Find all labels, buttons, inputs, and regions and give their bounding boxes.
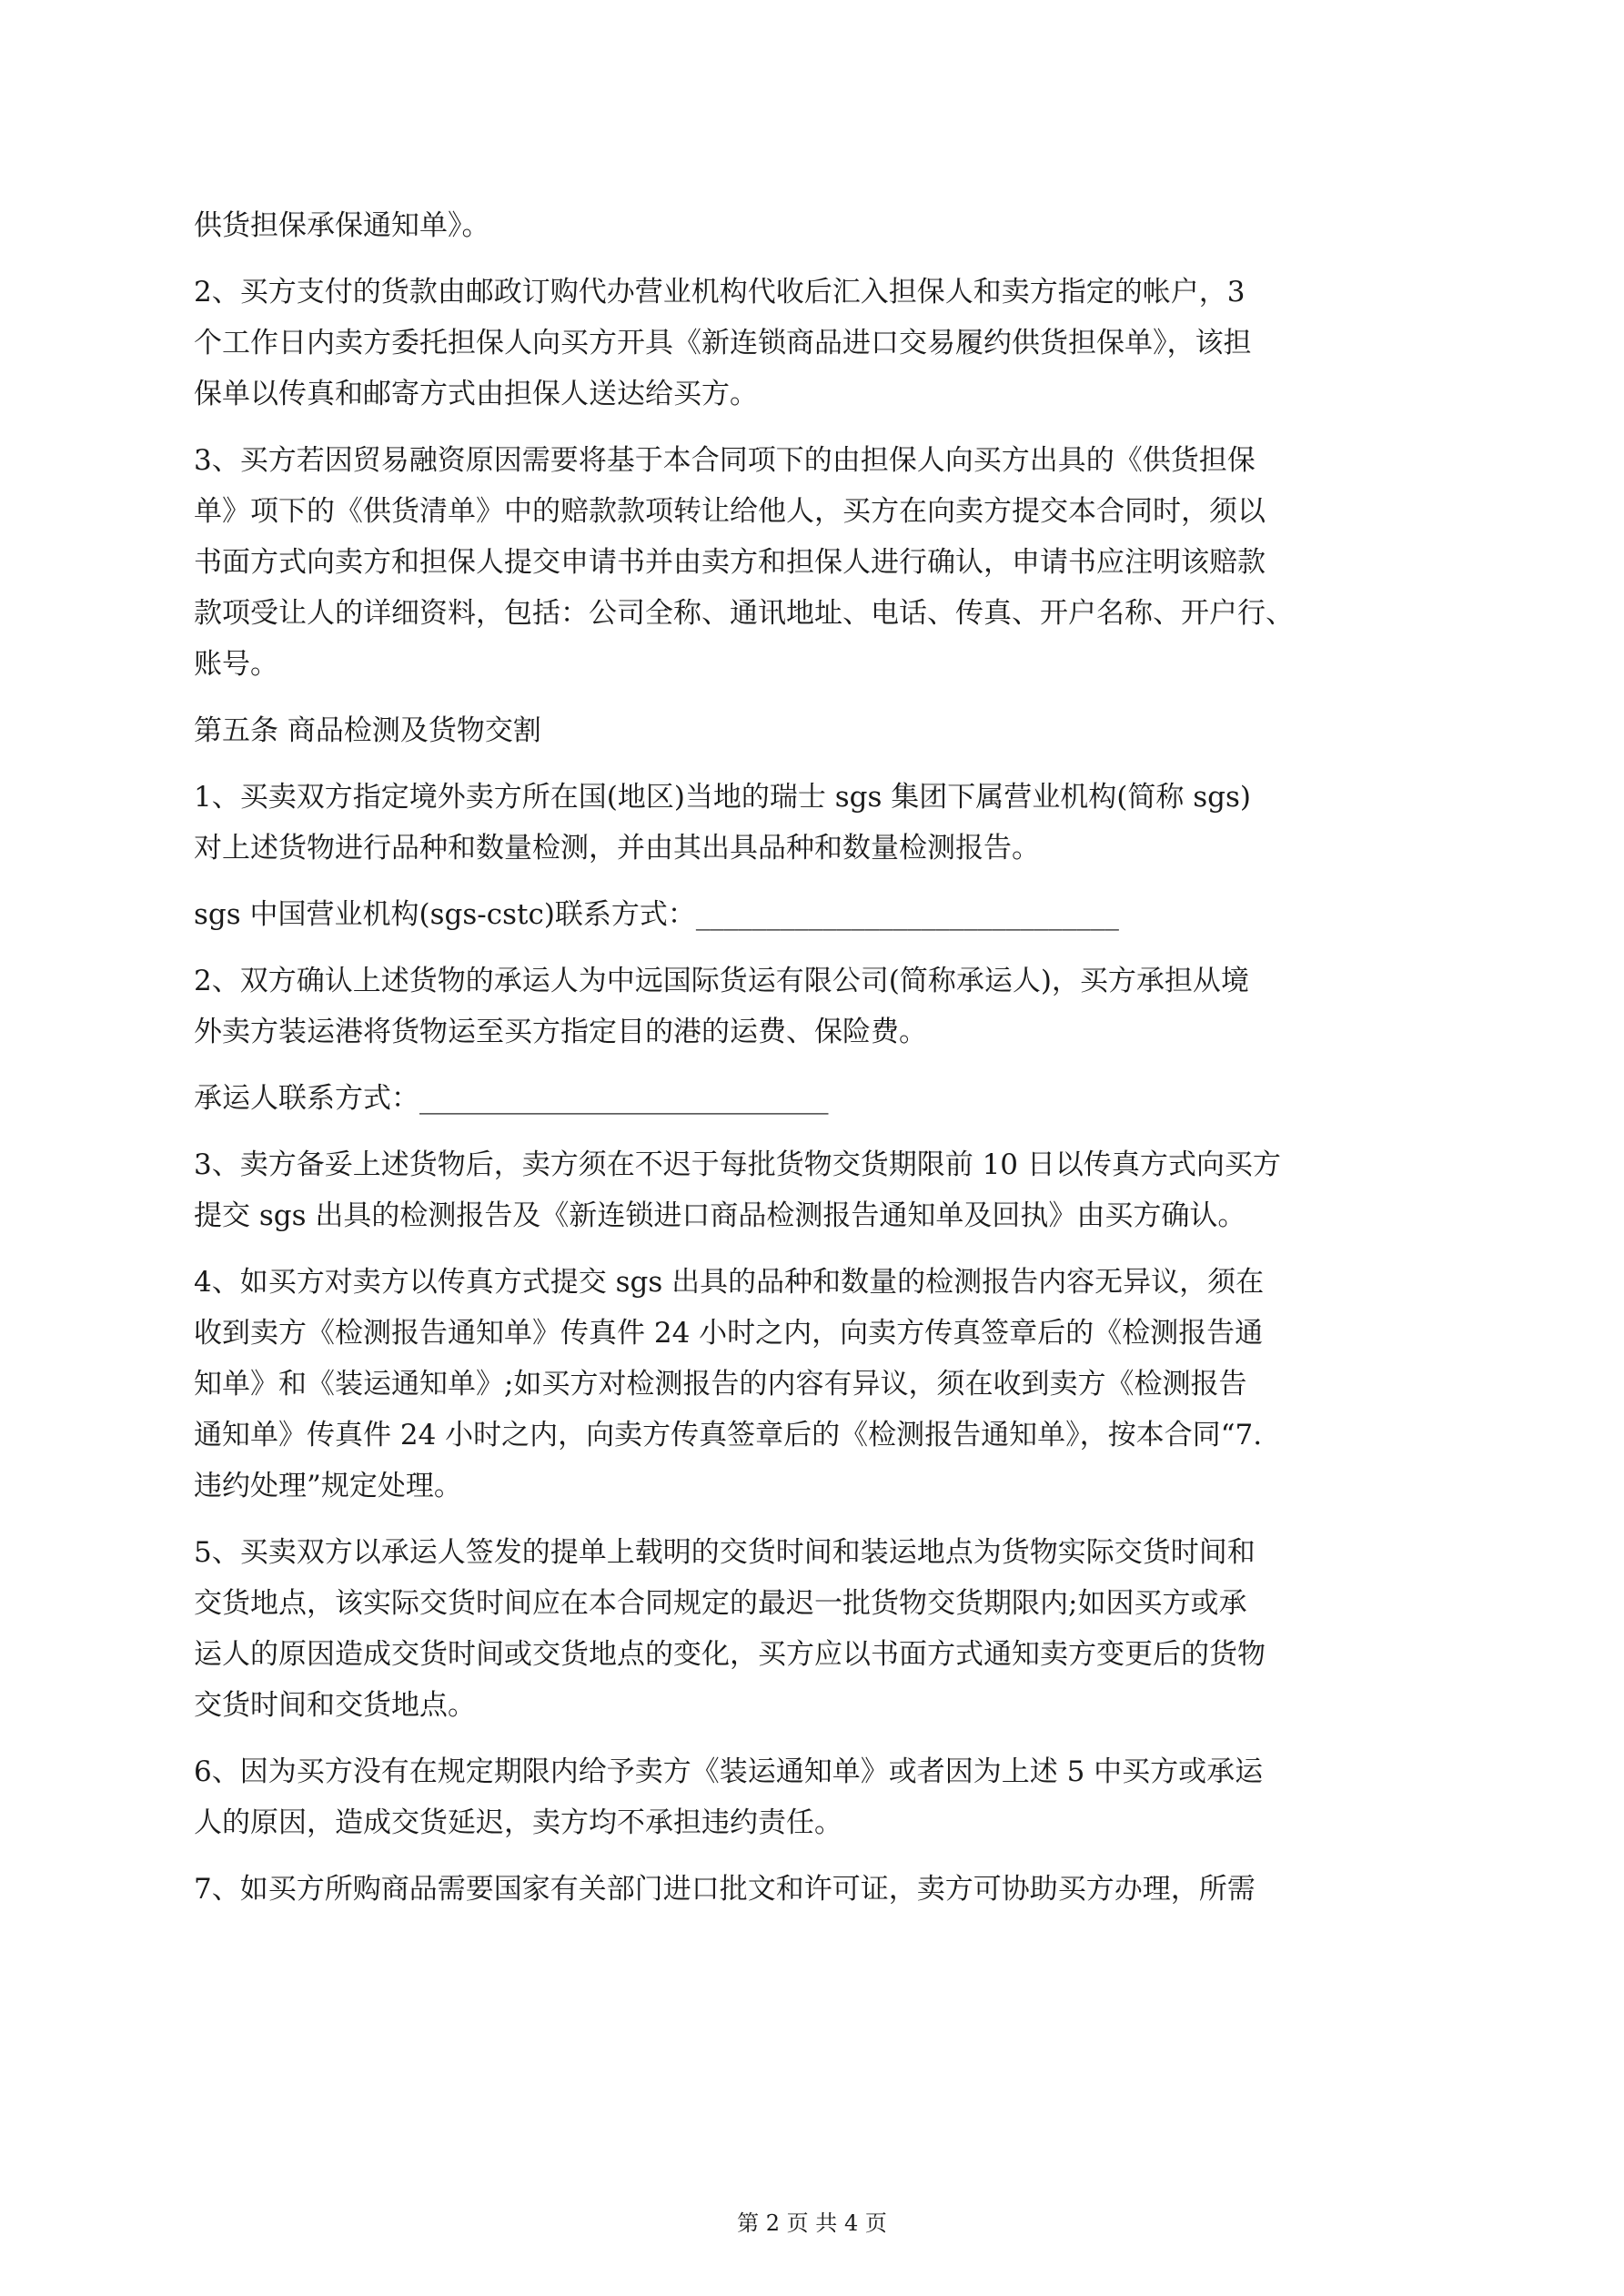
text-line: 承运人联系方式：_____________________________ bbox=[194, 1082, 829, 1115]
text-line: 书面方式向卖方和担保人提交申请书并由卖方和担保人进行确认，申请书应注明该赔款 bbox=[194, 546, 1266, 579]
text-line: 供货担保承保通知单》。 bbox=[194, 209, 490, 242]
text-line: 保单以传真和邮寄方式由担保人送达给买方。 bbox=[194, 378, 758, 410]
text-line: 收到卖方《检测报告通知单》传真件 24 小时之内，向卖方传真签章后的《检测报告通 bbox=[194, 1317, 1264, 1350]
text-line: 4、如买方对卖方以传真方式提交 sgs 出具的品种和数量的检测报告内容无异议，须在 bbox=[194, 1266, 1265, 1299]
text-line: 通知单》传真件 24 小时之内，向卖方传真签章后的《检测报告通知单》，按本合同“7. bbox=[194, 1419, 1263, 1451]
text-line: 外卖方装运港将货物运至买方指定目的港的运费、保险费。 bbox=[194, 1016, 927, 1048]
text-line: 3、卖方备妥上述货物后，卖方须在不迟于每批货物交货期限前 10 日以传真方式向买方 bbox=[194, 1148, 1281, 1181]
section-heading: 第五条 商品检测及货物交割 bbox=[194, 714, 541, 747]
document-body bbox=[194, 200, 1438, 1915]
text-line: 2、双方确认上述货物的承运人为中远国际货运有限公司(简称承运人)，买方承担从境 bbox=[194, 965, 1249, 997]
text-line: 对上述货物进行品种和数量检测，并由其出具品种和数量检测报告。 bbox=[194, 832, 1040, 865]
text-line: 个工作日内卖方委托担保人向买方开具《新连锁商品进口交易履约供货担保单》，该担 bbox=[194, 327, 1252, 359]
text-line: 违约处理”规定处理。 bbox=[194, 1470, 462, 1502]
text-line: 提交 sgs 出具的检测报告及《新连锁进口商品检测报告通知单及回执》由买方确认。 bbox=[194, 1199, 1246, 1232]
text-line: 6、因为买方没有在规定期限内给予卖方《装运通知单》或者因为上述 5 中买方或承运 bbox=[194, 1755, 1264, 1788]
text-line: 单》项下的《供货清单》中的赔款款项转让给他人，买方在向卖方提交本合同时，须以 bbox=[194, 495, 1266, 528]
page-number-footer: 第 2 页 共 4 页 bbox=[737, 2210, 887, 2236]
text-line: 交货地点，该实际交货时间应在本合同规定的最迟一批货物交货期限内;如因买方或承 bbox=[194, 1587, 1247, 1620]
text-line: 5、买卖双方以承运人签发的提单上载明的交货时间和装运地点为货物实际交货时间和 bbox=[194, 1536, 1256, 1569]
text-line: 交货时间和交货地点。 bbox=[194, 1689, 476, 1722]
text-line: 运人的原因造成交货时间或交货地点的变化，买方应以书面方式通知卖方变更后的货物 bbox=[194, 1638, 1266, 1671]
text-line: 2、买方支付的货款由邮政订购代办营业机构代收后汇入担保人和卖方指定的帐户，3 bbox=[194, 276, 1246, 308]
text-line: sgs 中国营业机构(sgs-cstc)联系方式：______________________________ bbox=[194, 898, 1119, 931]
text-line: 款项受让人的详细资料，包括：公司全称、通讯地址、电话、传真、开户名称、开户行、 bbox=[194, 597, 1294, 630]
text-line: 1、买卖双方指定境外卖方所在国(地区)当地的瑞士 sgs 集团下属营业机构(简称 sgs) bbox=[194, 781, 1251, 814]
text-line: 3、买方若因贸易融资原因需要将基于本合同项下的由担保人向买方出具的《供货担保 bbox=[194, 444, 1256, 477]
text-line: 7、如买方所购商品需要国家有关部门进口批文和许可证，卖方可协助买方办理，所需 bbox=[194, 1873, 1256, 1906]
text-line: 人的原因，造成交货延迟，卖方均不承担违约责任。 bbox=[194, 1806, 842, 1839]
text-line: 知单》和《装运通知单》;如买方对检测报告的内容有异议，须在收到卖方《检测报告 bbox=[194, 1368, 1247, 1401]
text-line: 账号。 bbox=[194, 648, 278, 681]
